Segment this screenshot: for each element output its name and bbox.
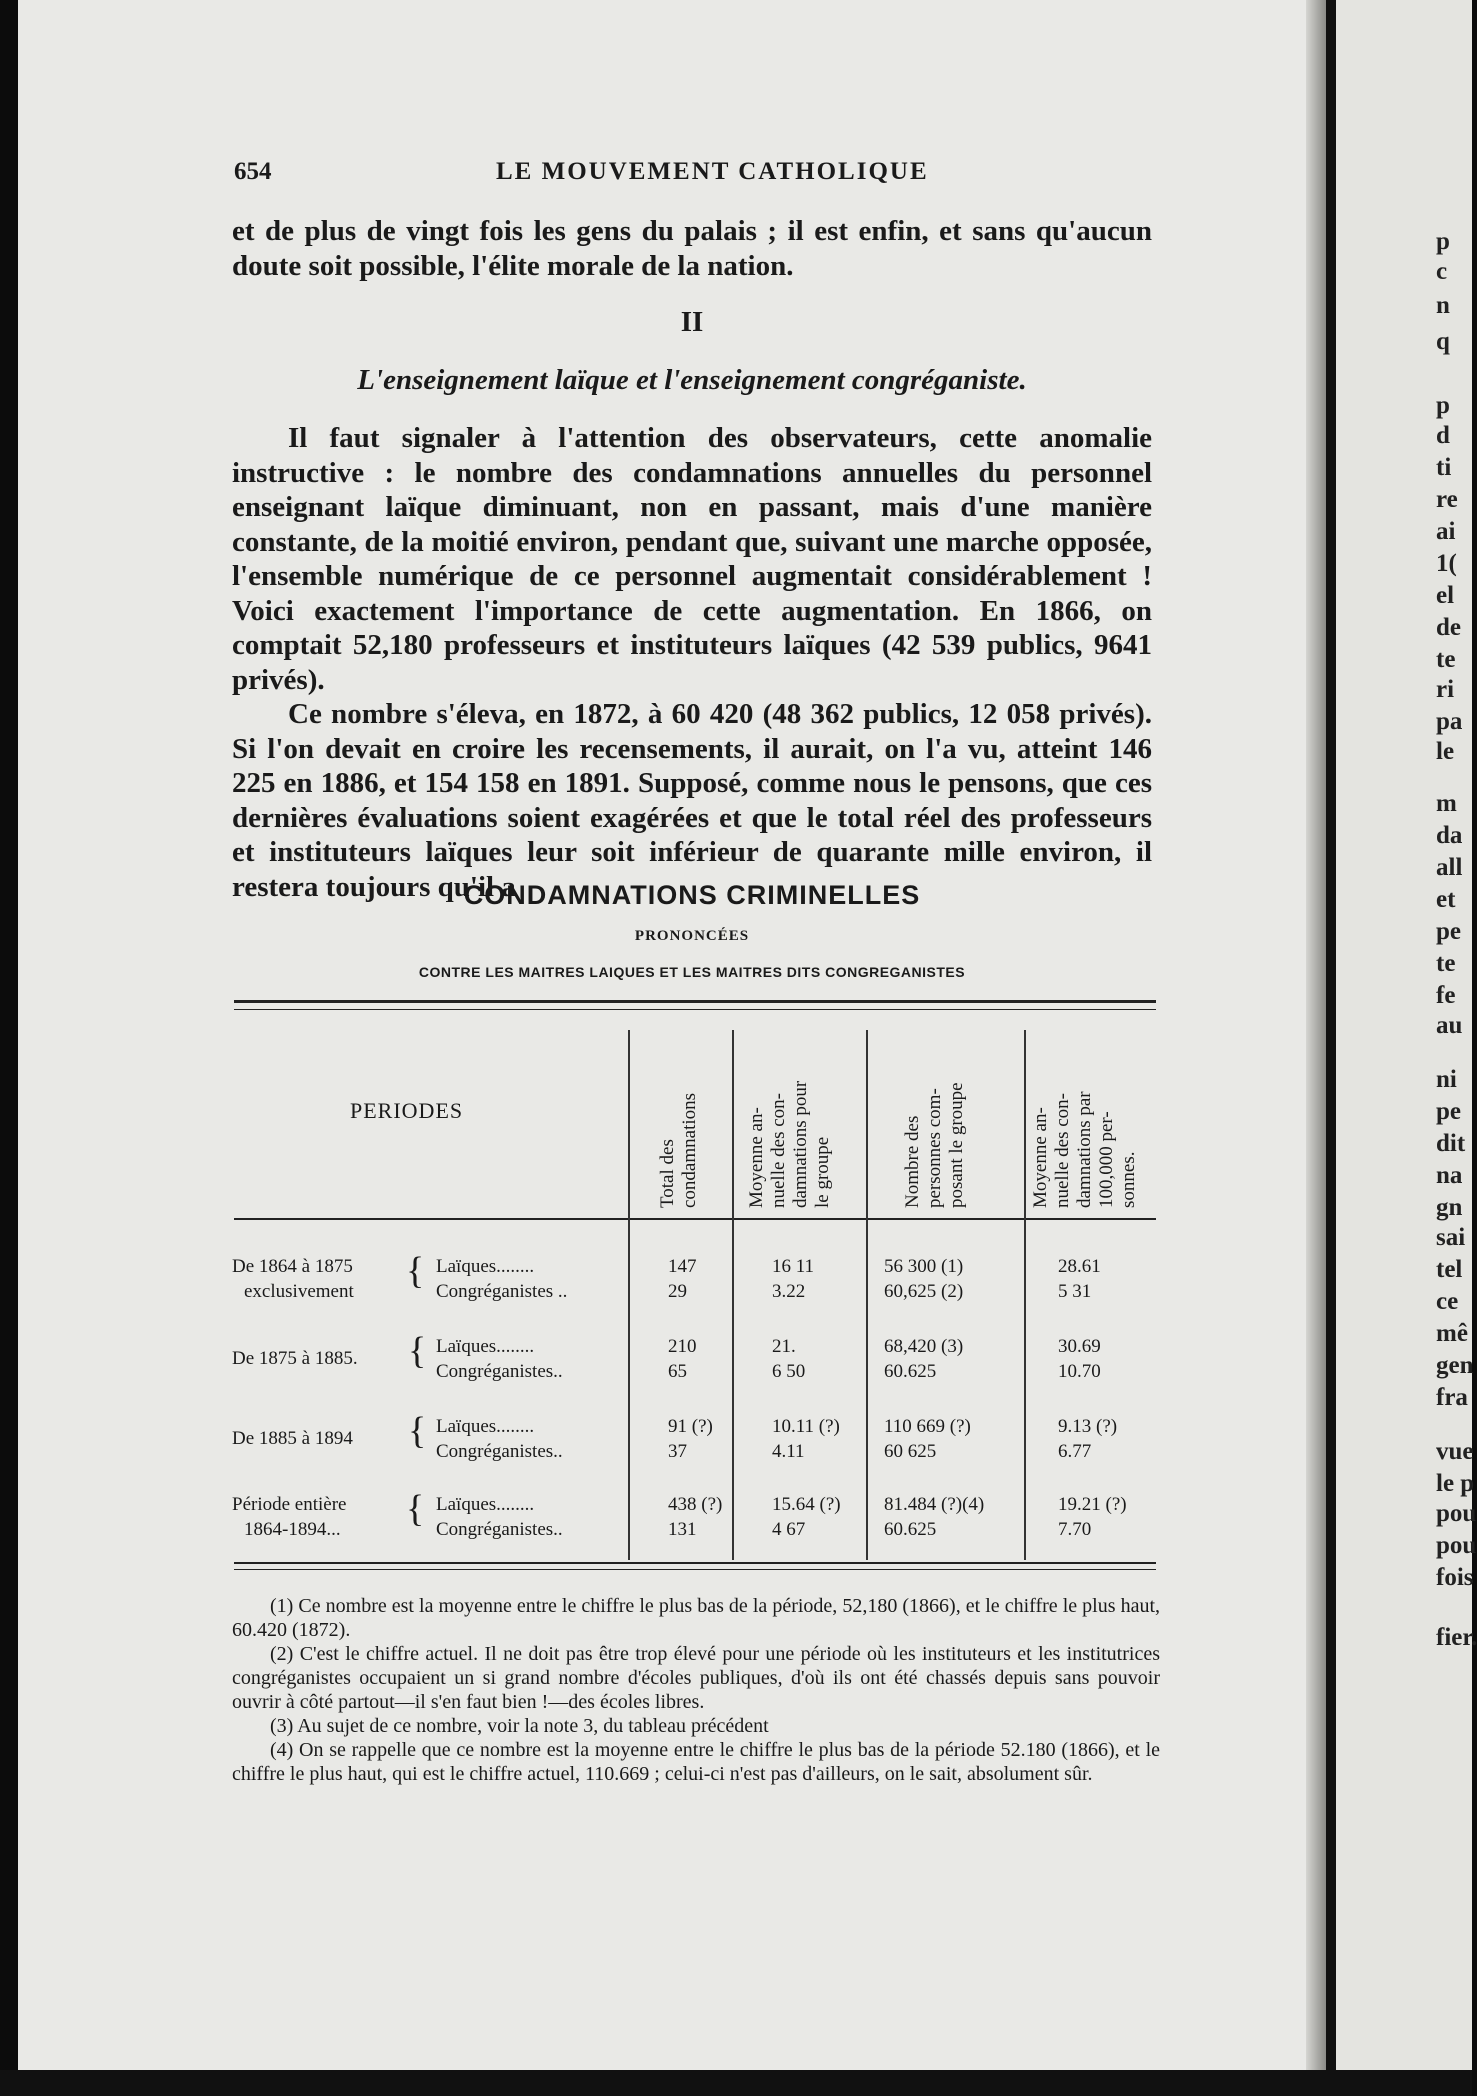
facing-page-fragment: pe [1436, 1098, 1461, 1125]
facing-page-fragment: ni [1436, 1066, 1457, 1093]
header-line: damnations pour [790, 1080, 811, 1208]
body-text-top [232, 214, 1152, 283]
facing-page [1336, 0, 1477, 2070]
table-subtitle-2: CONTRE LES MAITRES LAIQUES ET LES MAITRES DITS CONGREGANISTES [418, 964, 966, 980]
cell-total: 65 [668, 1361, 687, 1382]
facing-page-fragment: le p [1436, 1470, 1475, 1497]
footnotes [232, 1594, 1160, 1786]
cell-total: 29 [668, 1281, 687, 1302]
facing-page-fragment: pe [1436, 918, 1461, 945]
facing-page-fragment: te [1436, 950, 1456, 977]
row-label: Congréganistes .. [436, 1281, 568, 1302]
facing-page-fragment: pou [1436, 1500, 1477, 1527]
footnote: (2) C'est le chiffre actuel. Il ne doit pas être trop élevé pour une période où les instituteurs et les institutrices congréganistes occupaient un si grand nombre d'écoles publiques, d'où ils ont été chassés depuis sans pouvoir ouvrir à côté partout—il s'en faut bien !—des écoles libres. [232, 1643, 1160, 1713]
cell-nombre: 60,625 (2) [884, 1281, 964, 1302]
cell-total: 37 [668, 1441, 687, 1462]
column-header-nombre [902, 1082, 968, 1208]
header-line: nuelle des con- [1052, 1092, 1073, 1208]
cell-total: 147 [668, 1256, 697, 1277]
header-line: 100,000 per- [1096, 1111, 1117, 1208]
cell-moyenne-100k: 30.69 [1058, 1336, 1101, 1357]
period-label: 1864-1894... [244, 1519, 341, 1540]
header-line: personnes com- [924, 1088, 945, 1208]
cell-moyenne-100k: 10.70 [1058, 1361, 1101, 1382]
cell-nombre: 110 669 (?) [884, 1416, 971, 1437]
header-line: Nombre des [902, 1115, 923, 1208]
facing-page-fragment: fois [1436, 1564, 1474, 1591]
body-text-main [232, 421, 1152, 904]
facing-page-fragment: da [1436, 822, 1463, 849]
table-title: CONDAMNATIONS CRIMINELLES [463, 880, 921, 910]
page-gutter [1326, 0, 1336, 2070]
cell-total: 91 (?) [668, 1416, 713, 1437]
facing-page-fragment: te [1436, 646, 1456, 673]
facing-page-fragment: 1( [1436, 550, 1457, 577]
brace-glyph: { [406, 1488, 425, 1530]
facing-page-fragment: le [1436, 738, 1455, 765]
row-label: Laïques........ [436, 1416, 535, 1437]
header-line: posant le groupe [946, 1082, 967, 1208]
facing-page-fragment: ri [1436, 676, 1455, 703]
paragraph: Il faut signaler à l'attention des observateurs, cette anomalie instructive : le nombre des condamnations annuelles du personnel enseignant laïque diminuant, non en passant, mais d'une manière constante, de la moitié environ, pendant que, suivant une marche opposée, l'ensemble numérique de ce personnel augmentait considérablement ! Voici exactement l'importance de cette augmentation. En 1866, on comptait 52,180 professeurs et instituteurs laïques (42 539 publics, 9641 privés). [232, 422, 1152, 696]
period-label: Période entière [232, 1494, 347, 1515]
facing-page-fragment: ce [1436, 1288, 1459, 1315]
cell-moyenne: 16 11 [772, 1256, 815, 1277]
cell-total: 131 [668, 1519, 697, 1540]
cell-moyenne: 21. [772, 1336, 796, 1357]
table-subtitle: PRONONCÉES [634, 928, 750, 944]
period-label: De 1875 à 1885. [232, 1348, 358, 1369]
row-label: Laïques........ [436, 1336, 535, 1357]
page-number: 654 [234, 158, 272, 185]
facing-page-fragment: mê [1436, 1320, 1468, 1347]
section-number: II [680, 306, 704, 338]
facing-page-fragment: m [1436, 790, 1457, 817]
header-line: le groupe [812, 1136, 833, 1208]
facing-page-fragment: pa [1436, 708, 1463, 735]
section-title: L'enseignement laïque et l'enseignement congréganiste. [357, 364, 1027, 396]
paragraph: et de plus de vingt fois les gens du palais ; il est enfin, et sans qu'aucun doute soit possible, l'élite morale de la nation. [232, 215, 1152, 282]
page-spine [1306, 0, 1326, 2070]
cell-moyenne: 4.11 [772, 1441, 805, 1462]
facing-page-fragment: el [1436, 582, 1455, 609]
column-divider [1024, 1030, 1026, 1560]
header-line: Moyenne an- [1030, 1107, 1051, 1208]
header-line: damnations par [1074, 1091, 1095, 1208]
row-label: Congréganistes.. [436, 1519, 563, 1540]
cell-moyenne-100k: 9.13 (?) [1058, 1416, 1118, 1437]
table-top-rule-thin [234, 1009, 1156, 1010]
facing-page-fragment: na [1436, 1162, 1463, 1189]
facing-page-fragment: fra [1436, 1384, 1468, 1411]
column-divider [628, 1030, 630, 1560]
row-label: Laïques........ [436, 1494, 535, 1515]
facing-page-fragment: au [1436, 1012, 1463, 1039]
brace-glyph: { [406, 1250, 425, 1292]
paragraph: Ce nombre s'éleva, en 1872, à 60 420 (48 362 publics, 12 058 privés). Si l'on devait en croire les recensements, il aurait, on l'a vu, atteint 146 225 en 1886, et 154 158 en 1891. Supposé, comme nous le pensons, que ces dernières évaluations soient exagérées et que le total réel des professeurs et instituteurs laïques leur soit inférieur de quarante mille environ, il restera toujours qu'il a [232, 698, 1152, 903]
facing-page-fragment: p [1436, 228, 1450, 255]
facing-page-fragment: all [1436, 854, 1463, 881]
header-line: nuelle des con- [768, 1092, 789, 1208]
brace-glyph: { [408, 1410, 427, 1452]
table-bottom-rule-thin [234, 1569, 1156, 1570]
cell-moyenne-100k: 19.21 (?) [1058, 1494, 1127, 1515]
facing-page-fragment: re [1436, 486, 1458, 513]
table-header-rule [234, 1218, 1156, 1220]
footnote: (4) On se rappelle que ce nombre est la moyenne entre le chiffre le plus bas de la période 52.180 (1866), et le chiffre le plus haut, qui est le chiffre actuel, 110.669 ; celui-ci n'est pas d'ailleurs, on le sait, absolument sûr. [232, 1739, 1160, 1785]
footnote: (1) Ce nombre est la moyenne entre le chiffre le plus bas de la période, 52,180 (1866), et le chiffre le plus haut, 60.420 (1872). [232, 1595, 1160, 1641]
cell-moyenne: 6 50 [772, 1361, 806, 1382]
table-top-rule [234, 1000, 1156, 1003]
facing-page-fragment: de [1436, 614, 1461, 641]
cell-nombre: 56 300 (1) [884, 1256, 964, 1277]
period-label: exclusivement [244, 1281, 354, 1302]
facing-page-fragment: p [1436, 392, 1450, 419]
cell-moyenne: 3.22 [772, 1281, 806, 1302]
facing-page-fragment: sai [1436, 1224, 1466, 1251]
header-line: condamnations [679, 1092, 700, 1208]
facing-page-fragment: gen [1436, 1352, 1474, 1379]
cell-moyenne-100k: 28.61 [1058, 1256, 1101, 1277]
cell-moyenne-100k: 5 31 [1058, 1281, 1092, 1302]
facing-page-fragment: vue [1436, 1438, 1474, 1465]
facing-page-fragment: n [1436, 292, 1450, 319]
facing-page-fragment: gn [1436, 1194, 1463, 1221]
period-label: De 1864 à 1875 [232, 1256, 353, 1277]
facing-page-fragment: dit [1436, 1130, 1466, 1157]
cell-moyenne-100k: 6.77 [1058, 1441, 1092, 1462]
row-label: Congréganistes.. [436, 1441, 563, 1462]
cell-moyenne: 10.11 (?) [772, 1416, 840, 1437]
header-line: Moyenne an- [746, 1107, 767, 1208]
facing-page-fragment: fier. [1436, 1624, 1477, 1651]
cell-nombre: 60.625 [884, 1361, 937, 1382]
cell-nombre: 68,420 (3) [884, 1336, 964, 1357]
cell-moyenne-100k: 7.70 [1058, 1519, 1092, 1540]
facing-page-fragment: tel [1436, 1256, 1463, 1283]
column-header-moyenne [746, 1081, 834, 1208]
cell-nombre: 60.625 [884, 1519, 937, 1540]
facing-page-fragment: d [1436, 422, 1450, 449]
facing-page-fragment: c [1436, 258, 1448, 285]
brace-glyph: { [408, 1330, 427, 1372]
cell-total: 210 [668, 1336, 697, 1357]
table-bottom-rule [234, 1562, 1156, 1564]
header-line: sonnes. [1118, 1151, 1139, 1208]
cell-nombre: 81.484 (?)(4) [884, 1494, 985, 1515]
row-label: Laïques........ [436, 1256, 535, 1277]
column-header-moyenne-100k [1030, 1091, 1140, 1208]
column-divider [866, 1030, 868, 1560]
header-line: Total des [657, 1139, 678, 1208]
cell-moyenne: 15.64 (?) [772, 1494, 841, 1515]
period-label: De 1885 à 1894 [232, 1428, 353, 1449]
column-divider [732, 1030, 734, 1560]
facing-page-fragment: q [1436, 328, 1450, 355]
row-label: Congréganistes.. [436, 1361, 563, 1382]
cell-moyenne: 4 67 [772, 1519, 806, 1540]
cell-total: 438 (?) [668, 1494, 723, 1515]
running-title: LE MOUVEMENT CATHOLIQUE [496, 158, 929, 185]
column-header-total [657, 1093, 701, 1208]
footnote: (3) Au sujet de ce nombre, voir la note 3, du tableau précédent [270, 1715, 769, 1737]
facing-page-fragment: ti [1436, 454, 1452, 481]
column-header-periodes: PERIODES [350, 1098, 464, 1123]
scan-border [0, 2070, 1472, 2096]
facing-page-fragment: pou [1436, 1532, 1477, 1559]
facing-page-fragment: et [1436, 886, 1456, 913]
facing-page-fragment: fe [1436, 982, 1456, 1009]
facing-page-fragment: ai [1436, 518, 1456, 545]
cell-nombre: 60 625 [884, 1441, 937, 1462]
